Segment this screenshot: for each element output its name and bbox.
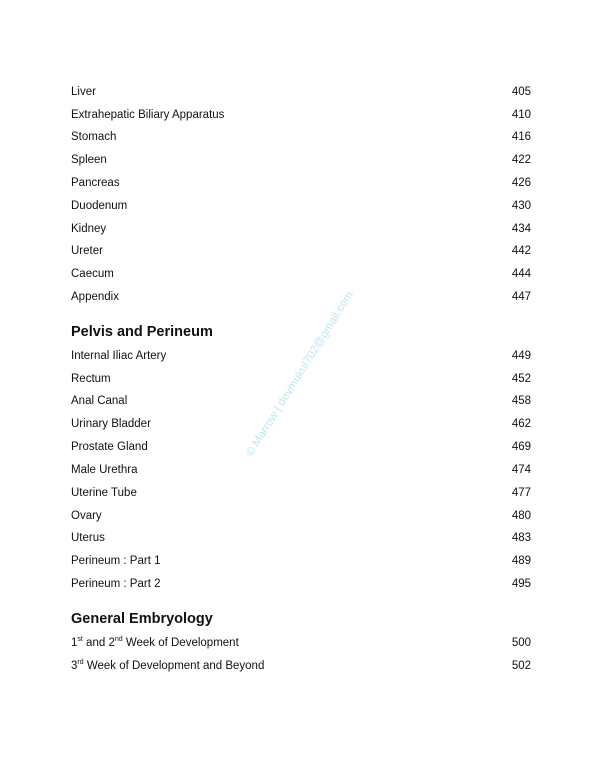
toc-entry-page: 449: [511, 350, 531, 362]
toc-entry-page: 430: [511, 200, 531, 212]
toc-entry-title: Rectum: [71, 373, 111, 385]
section-heading-pelvis-and-perineum: Pelvis and Perineum: [71, 324, 213, 340]
toc-entry-title: Ovary: [71, 510, 102, 522]
toc-entry-page: 410: [511, 109, 531, 121]
toc-entry-uterus: [71, 529, 531, 547]
toc-entry-title: Kidney: [71, 223, 107, 235]
toc-entry-kidney: [71, 220, 531, 238]
toc-entry-title: Caecum: [71, 268, 114, 280]
toc-entry-title: Spleen: [71, 154, 107, 166]
toc-entry-ovary: [71, 507, 531, 525]
toc-entry-page: 489: [511, 555, 531, 567]
toc-entry-extrahepatic-biliary-apparatus: [71, 106, 531, 124]
toc-entry-title: Uterine Tube: [71, 487, 137, 499]
toc-entry-page: 502: [511, 660, 531, 672]
toc-entry-page: 469: [511, 441, 531, 453]
toc-entry-stomach: [71, 128, 531, 146]
toc-entry-page: 500: [511, 637, 531, 649]
toc-entry-page: 447: [511, 291, 531, 303]
toc-entry-page: 458: [511, 395, 531, 407]
watermark: © Marrow | devmukul702@gmail.com: [244, 289, 356, 459]
toc-entry-title: Ureter: [71, 245, 103, 257]
toc-entry-appendix: [71, 288, 531, 306]
toc-entry-uterine-tube: [71, 484, 531, 502]
toc-entry-page: 474: [511, 464, 531, 476]
toc-entry-anal-canal: [71, 392, 531, 410]
toc-entry-title: Perineum : Part 2: [71, 578, 161, 590]
toc-entry-title: Male Urethra: [71, 464, 138, 476]
toc-entry-page: 480: [511, 510, 531, 522]
toc-entry-page: 477: [511, 487, 531, 499]
toc-entry-perineum-part-1: [71, 552, 531, 570]
toc-entry-page: 452: [511, 373, 531, 385]
toc-entry-pancreas: [71, 174, 531, 192]
toc-entry-title: Liver: [71, 86, 96, 98]
toc-entry-page: 422: [511, 154, 531, 166]
toc-entry-title: Pancreas: [71, 177, 120, 189]
toc-entry-third-week: [71, 657, 531, 675]
section-heading-general-embryology: General Embryology: [71, 611, 213, 627]
toc-entry-duodenum: [71, 197, 531, 215]
toc-entry-ureter: [71, 242, 531, 260]
toc-entry-title: Prostate Gland: [71, 441, 148, 453]
toc-entry-title: Perineum : Part 1: [71, 555, 161, 567]
toc-entry-page: 434: [511, 223, 531, 235]
toc-entry-title: Stomach: [71, 131, 117, 143]
toc-entry-page: 444: [511, 268, 531, 280]
toc-entry-title: 3rd Week of Development and Beyond: [71, 659, 265, 672]
toc-entry-page: 426: [511, 177, 531, 189]
toc-entry-prostate-gland: [71, 438, 531, 456]
toc-entry-title: Uterus: [71, 532, 105, 544]
toc-entry-perineum-part-2: [71, 575, 531, 593]
toc-entry-title: Appendix: [71, 291, 119, 303]
toc-entry-male-urethra: [71, 461, 531, 479]
toc-entry-liver: [71, 83, 531, 101]
toc-entry-title: 1st and 2nd Week of Development: [71, 636, 239, 649]
toc-entry-urinary-bladder: [71, 415, 531, 433]
toc-entry-page: 495: [511, 578, 531, 590]
toc-entry-page: 442: [511, 245, 531, 257]
toc-entry-title: Internal Iliac Artery: [71, 350, 167, 362]
toc-entry-first-second-week: [71, 634, 531, 652]
toc-entry-caecum: [71, 265, 531, 283]
toc-entry-title: Duodenum: [71, 200, 128, 212]
toc-entry-page: 405: [511, 86, 531, 98]
toc-entry-spleen: [71, 151, 531, 169]
toc-entry-page: 462: [511, 418, 531, 430]
toc-entry-title: Urinary Bladder: [71, 418, 151, 430]
toc-entry-title: Extrahepatic Biliary Apparatus: [71, 109, 225, 121]
toc-entry-title: Anal Canal: [71, 395, 128, 407]
toc-entry-page: 483: [511, 532, 531, 544]
toc-entry-page: 416: [511, 131, 531, 143]
